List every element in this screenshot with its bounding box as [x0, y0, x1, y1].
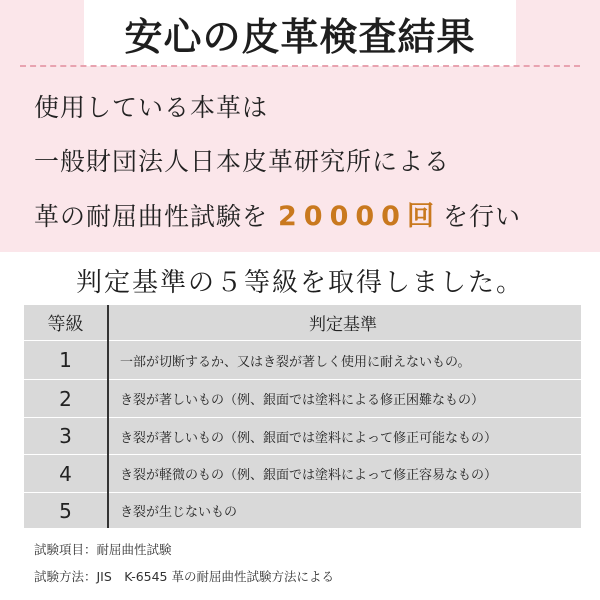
- page-title: 安心の皮革検査結果: [124, 14, 476, 59]
- grade-cell: 2: [59, 386, 72, 411]
- grade-cell: 4: [59, 461, 72, 486]
- criteria-cell: き裂が著しいもの（例、銀面では塗料によって修正可能なもの）: [120, 430, 498, 446]
- test-count-highlight: 20000回: [278, 201, 441, 232]
- grade-cell: 3: [59, 424, 72, 448]
- test-item-note: 試験項目：耐屈曲性試験: [34, 542, 172, 557]
- test-method-note: 試験方法：JIS K-6545 革の耐屈曲性試験方法による: [34, 569, 334, 584]
- grade-cell: 5: [59, 498, 72, 523]
- grade-column-header: 等級: [47, 313, 84, 335]
- criteria-column-header: 判定基準: [309, 315, 377, 335]
- dashed-divider: [20, 65, 580, 67]
- intro-line-3: [34, 194, 521, 233]
- criteria-table: [24, 305, 581, 528]
- intro-line-3-start: 革の耐屈曲性試験を: [34, 202, 269, 231]
- grade-subheading: 判定基準の５等級を取得しました。: [75, 268, 524, 298]
- intro-line-3-end: を行い: [442, 202, 521, 231]
- criteria-cell: 一部が切断するか、又はき裂が著しく使用に耐えないもの。: [120, 354, 471, 370]
- title-box: [84, 0, 516, 66]
- grade-cell: 1: [59, 348, 72, 372]
- criteria-cell: き裂が著しいもの（例、銀面では塗料による修正困難なもの）: [120, 393, 485, 408]
- criteria-cell: き裂が生じないもの: [120, 505, 238, 520]
- intro-line-1: 使用している本革は: [34, 93, 269, 122]
- column-divider: [107, 305, 109, 528]
- criteria-cell: き裂が軽微のもの（例、銀面では塗料によって修正容易なもの）: [120, 468, 498, 483]
- intro-line-2: 一般財団法人日本皮革研究所による: [34, 147, 451, 176]
